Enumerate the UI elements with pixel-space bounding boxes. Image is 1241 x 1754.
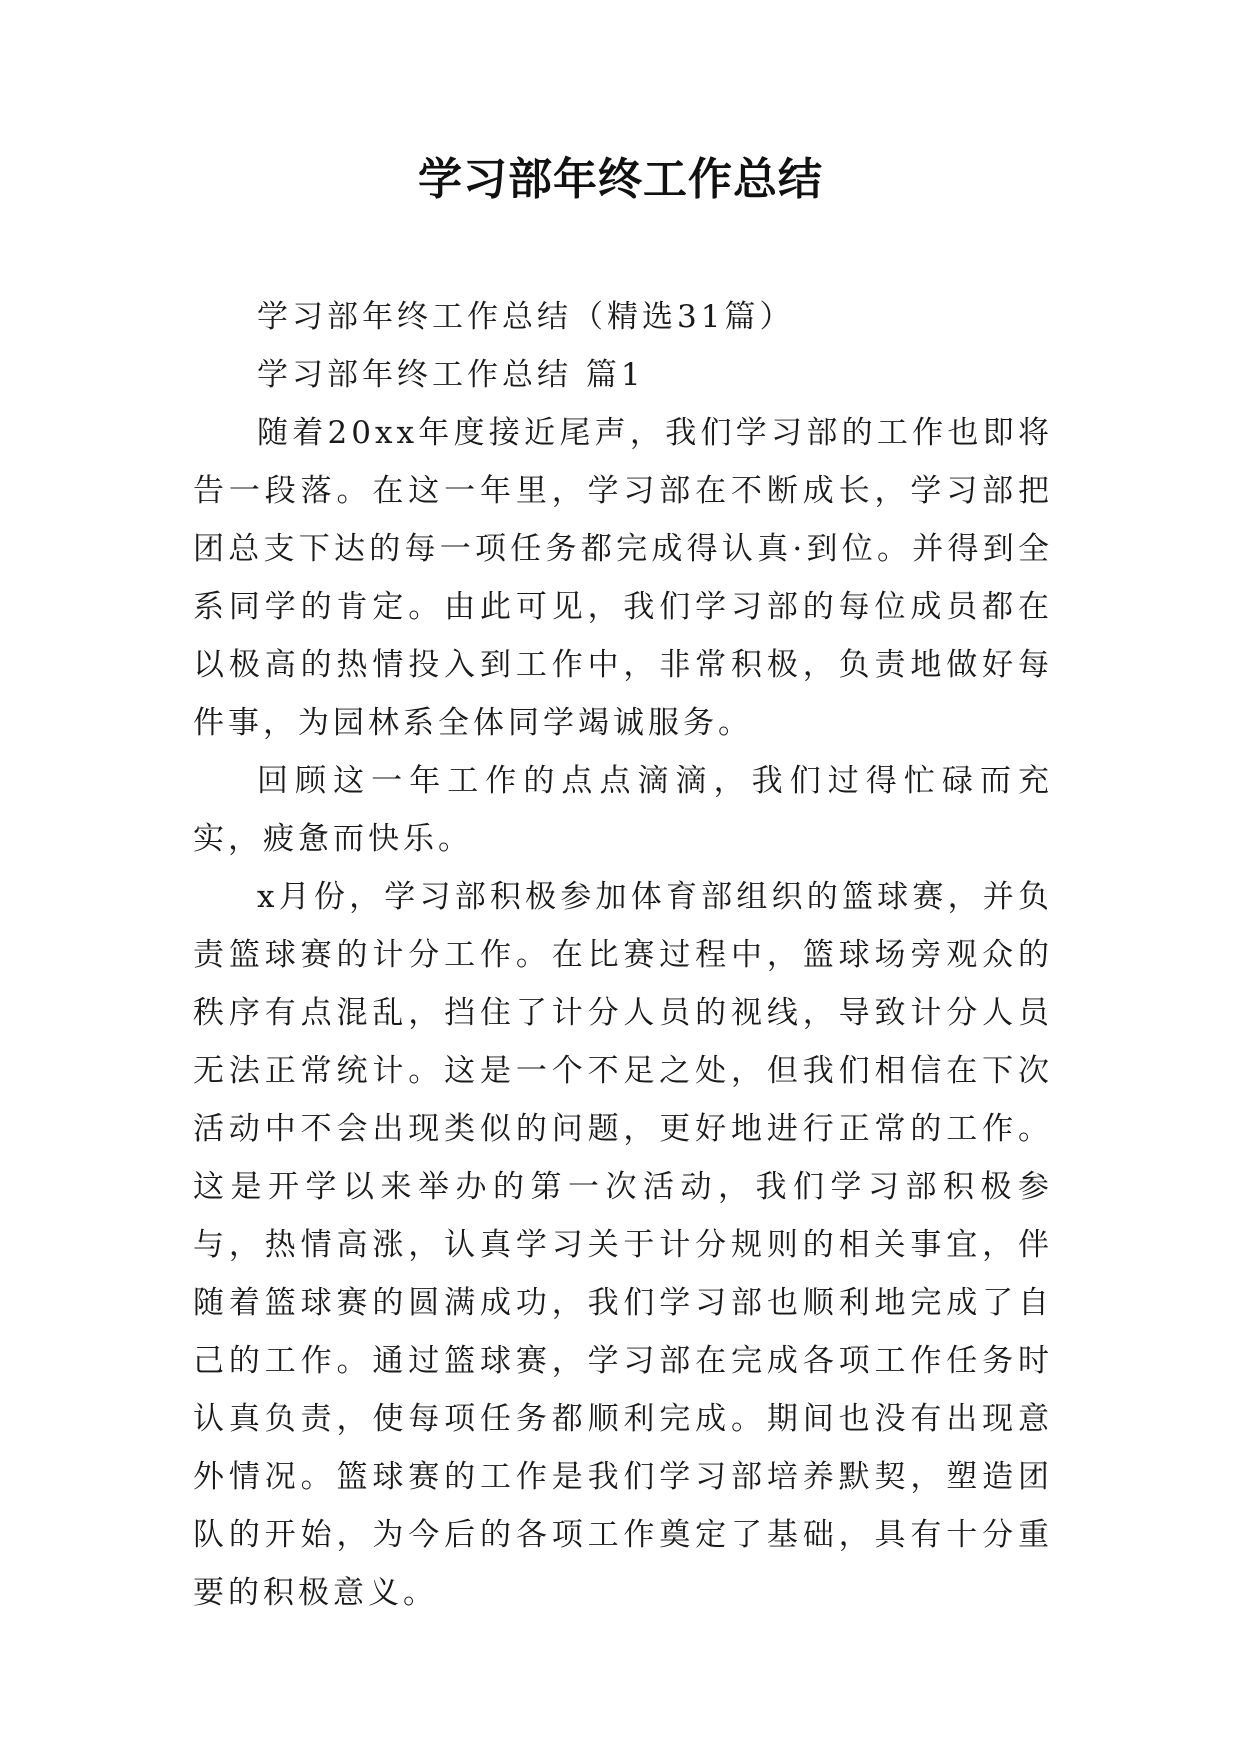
section-heading: 学习部年终工作总结 篇1 xyxy=(257,357,645,393)
subtitle-paragraph: 学习部年终工作总结（精选31篇） xyxy=(257,299,795,335)
body-paragraph-review: 回顾这一年工作的点点滴滴，我们过得忙碌而充实，疲惫而快乐。 xyxy=(193,763,1053,857)
body-paragraph-intro: 随着20xx年度接近尾声，我们学习部的工作也即将告一段落。在这一年里，学习部在不断成长，学习部把团总支下达的每一项任务都完成得认真·到位。并得到全系同学的肯定。由此可见，我们学习部的每位成员都在以极高的热情投入到工作中，非常积极，负责地做好每件事，为园林系全体同学竭诚服务。 xyxy=(193,415,1053,741)
document-title: 学习部年终工作总结 xyxy=(418,154,823,205)
body-paragraph-basketball: x月份，学习部积极参加体育部组织的篮球赛，并负责篮球赛的计分工作。在比赛过程中，篮球场旁观众的秩序有点混乱，挡住了计分人员的视线，导致计分人员无法正常统计。这是一个不足之处，但我们相信在下次活动中不会出现类似的问题，更好地进行正常的工作。这是开学以来举办的第一次活动，我们学习部积极参与，热情高涨，认真学习关于计分规则的相关事宜，伴随着篮球赛的圆满成功，我们学习部也顺利地完成了自己的工作。通过篮球赛，学习部在完成各项工作任务时认真负责，使每项任务都顺利完成。期间也没有出现意外情况。篮球赛的工作是我们学习部培养默契，塑造团队的开始，为今后的各项工作奠定了基础，具有十分重要的积极意义。 xyxy=(193,879,1053,1611)
document-body xyxy=(193,288,1053,1622)
